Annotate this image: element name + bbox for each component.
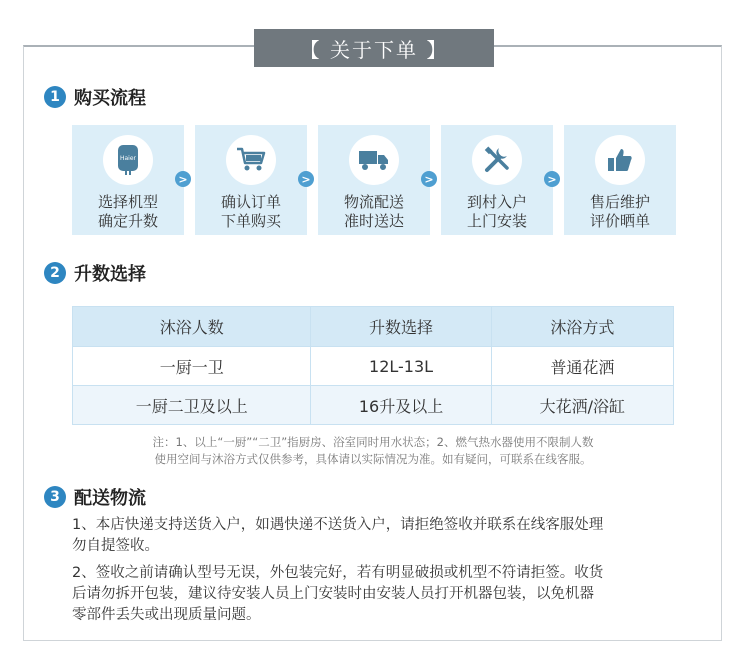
- section-title: 配送物流: [74, 488, 146, 509]
- chevron-right-icon: >: [421, 171, 437, 187]
- table-cell: 一厨一卫: [73, 347, 311, 386]
- step-logistics: [318, 125, 430, 235]
- section-number: 3: [44, 486, 66, 508]
- table-cell: 16升及以上: [311, 386, 491, 425]
- section-delivery: [44, 484, 146, 510]
- step-label: 物流配送 准时送达: [343, 193, 404, 230]
- step-installation: [441, 125, 553, 235]
- table-note: 注：1、以上“一厨”“二卫”指厨房、浴室同时用水状态；2、燃气热水器使用不限制人数 使用空间与沐浴方式仅供参考，具体请以实际情况为准。如有疑问，可联系在线客服。: [152, 435, 594, 466]
- table-cell: 12L-13L: [311, 347, 491, 386]
- table-header-cell: 沐浴方式: [491, 307, 673, 347]
- chevron-right-icon: >: [544, 171, 560, 187]
- table-row: [73, 347, 674, 386]
- section-purchase-flow: [44, 84, 146, 110]
- step-label: 到村入户 上门安装: [466, 193, 527, 230]
- table-header-cell: 沐浴人数: [73, 307, 311, 347]
- table-cell: 一厨二卫及以上: [73, 386, 311, 425]
- table-header-cell: 升数选择: [311, 307, 491, 347]
- delivery-paragraph-1: 1、本店快递支持送货入户，如遇快递不送货入户，请拒绝签收并联系在线客服处理 勿自提签收。: [72, 517, 604, 554]
- purchase-steps: [72, 125, 676, 235]
- delivery-paragraph-2: 2、签收之前请确认型号无误，外包装完好，若有明显破损或机型不符请拒签。收货 后请勿拆开包装，建议待安装人员上门安装时由安装人员打开机器包装，以免机器 零部件丢失或出现质量问题。: [72, 565, 604, 623]
- water-heater-icon: [103, 135, 153, 185]
- chevron-right-icon: >: [175, 171, 191, 187]
- table-cell: 普通花洒: [491, 347, 673, 386]
- step-select-model: [72, 125, 184, 235]
- table-cell: 大花洒/浴缸: [491, 386, 673, 425]
- delivery-truck-icon: [349, 135, 399, 185]
- section-capacity-selection: [44, 260, 146, 286]
- step-after-sales: [564, 125, 676, 235]
- chevron-right-icon: >: [298, 171, 314, 187]
- table-row: [73, 386, 674, 425]
- section-title: 购买流程: [74, 88, 146, 109]
- step-confirm-order: [195, 125, 307, 235]
- section-title: 升数选择: [74, 264, 146, 285]
- page-title: 【 关于下单 】: [254, 29, 494, 67]
- step-label: 确认订单 下单购买: [220, 193, 281, 230]
- table-header-row: [73, 307, 674, 347]
- tools-icon: [472, 135, 522, 185]
- step-label: 选择机型 确定升数: [97, 193, 158, 230]
- section-number: 1: [44, 86, 66, 108]
- shopping-cart-icon: [226, 135, 276, 185]
- step-label: 售后维护 评价晒单: [589, 193, 650, 230]
- thumbs-up-icon: [595, 135, 645, 185]
- section-number: 2: [44, 262, 66, 284]
- capacity-table: [72, 306, 674, 425]
- svg-text:Haier: Haier: [119, 155, 137, 162]
